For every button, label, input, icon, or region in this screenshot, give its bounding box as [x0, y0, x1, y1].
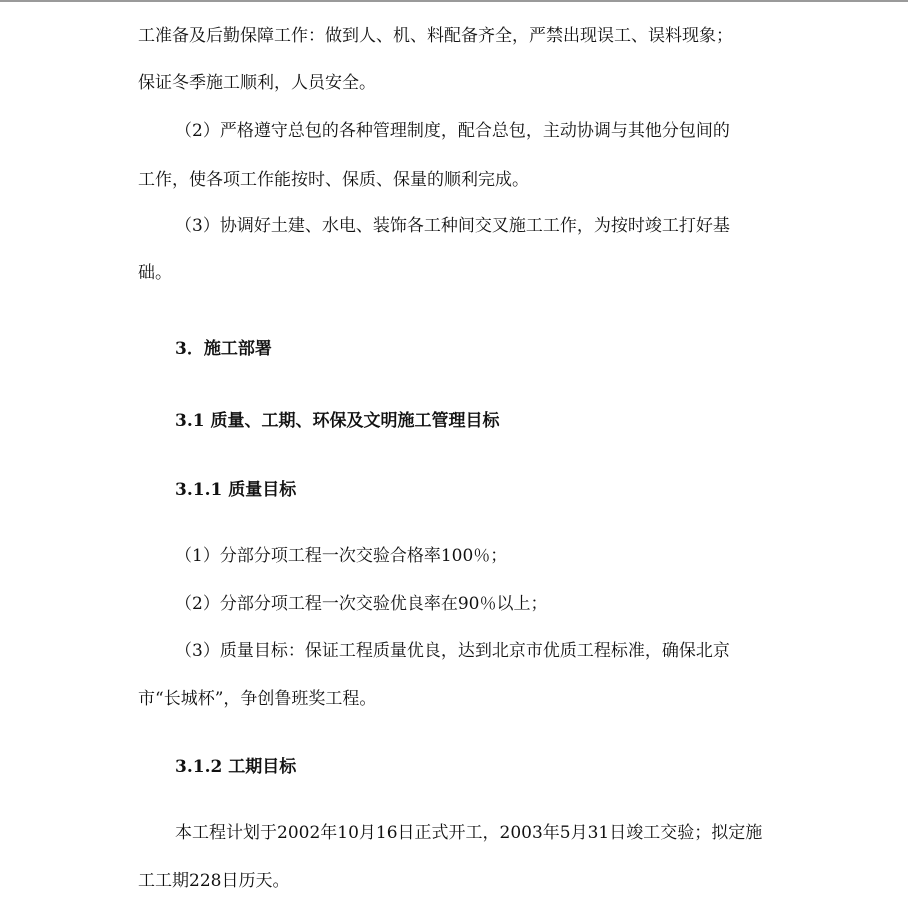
paragraph-line: 工工期228日历天。: [138, 871, 290, 891]
list-item: （3）质量目标：保证工程质量优良，达到北京市优质工程标准，确保北京: [175, 641, 730, 661]
paragraph-line: （3）协调好土建、水电、装饰各工种间交叉施工工作，为按时竣工打好基: [175, 216, 730, 236]
section-heading: 3．施工部署: [175, 339, 272, 359]
list-item: （1）分部分项工程一次交验合格率100％；: [175, 546, 508, 566]
subsection-heading: 3.1 质量、工期、环保及文明施工管理目标: [175, 411, 500, 431]
subsubsection-heading: 3.1.1 质量目标: [175, 480, 297, 500]
paragraph-line: 础。: [138, 263, 172, 283]
paragraph-line: （2）严格遵守总包的各种管理制度，配合总包，主动协调与其他分包间的: [175, 121, 730, 141]
paragraph-line: 保证冬季施工顺利，人员安全。: [138, 73, 376, 93]
paragraph-line: 本工程计划于2002年10月16日正式开工，2003年5月31日竣工交验；拟定施: [175, 823, 763, 843]
paragraph-line: 工作，使各项工作能按时、保质、保量的顺利完成。: [138, 170, 529, 190]
list-item: （2）分部分项工程一次交验优良率在90％以上；: [175, 594, 548, 614]
paragraph-line: 工准备及后勤保障工作：做到人、机、料配备齐全，严禁出现误工、误料现象；: [138, 26, 733, 46]
paragraph-line: 市“长城杯”，争创鲁班奖工程。: [138, 689, 377, 709]
subsubsection-heading: 3.1.2 工期目标: [175, 757, 297, 777]
